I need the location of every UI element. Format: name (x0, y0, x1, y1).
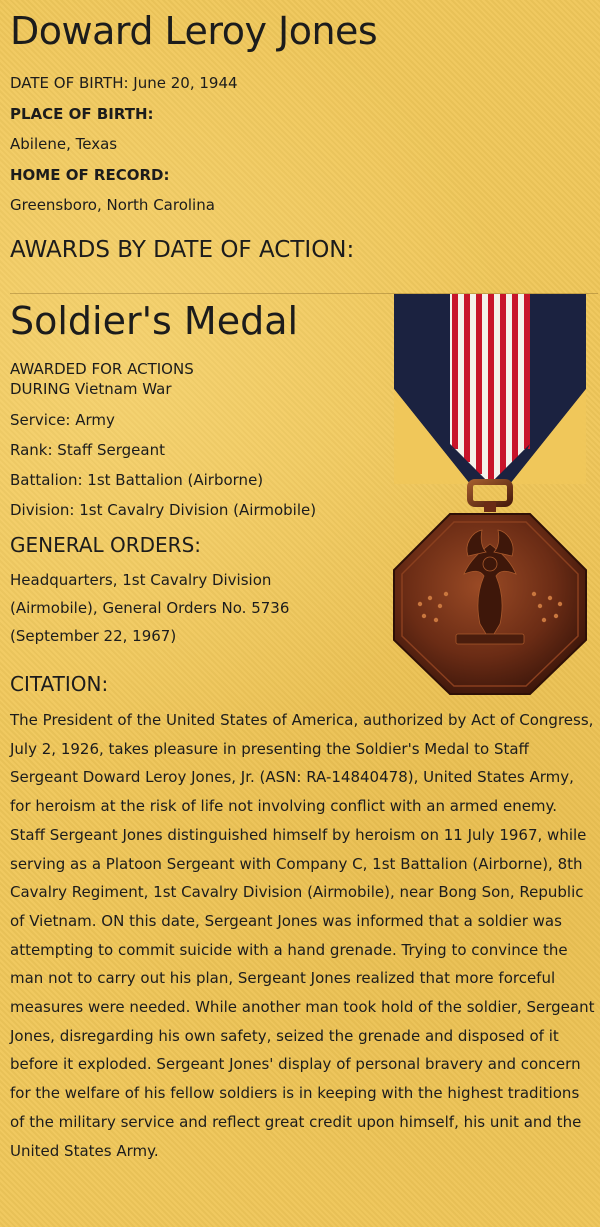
general-orders-line-2: (Airmobile), General Orders No. 5736 (10, 599, 290, 617)
citation-text: The President of the United States of America, authorized by Act of Congress, July 2, 1926, takes pleasure in presenting the Soldier's Medal to Staff Sergeant Doward Leroy Jones, Jr. (ASN: RA-14840478), United States Army, for heroism at the risk of life not involving conflict with an armed enemy. Staff Sergeant Jones distinguished himself by heroism on 11 July 1967, while serving as a Platoon Sergeant with Company C, 1st Battalion (Airborne), 8th Cavalry Regiment, 1st Cavalry Division (Airmobile), near Bong Son, Republic of Vietnam. ON this date, Sergeant Jones was informed that a soldier was attempting to commit suicide with a hand grenade. Trying to convince the man not to carry out his plan, Sergeant Jones realized that more forceful measures were needed. While another man took hold of the soldier, Sergeant Jones, disregarding his own safety, seized the grenade and disposed of it before it exploded. Sergeant Jones' display of personal bravery and concern for the welfare of his fellow soldiers is in keeping with the highest traditions of the military service and reflect great credit upon himself, his unit and the United States Army. (10, 711, 595, 1160)
general-orders-line-1: Headquarters, 1st Cavalry Division (10, 571, 272, 589)
home-of-record-label: HOME OF RECORD: (10, 166, 170, 184)
home-of-record-value: Greensboro, North Carolina (10, 196, 215, 214)
award-title: Soldier's Medal (10, 299, 299, 343)
award-battalion: Battalion: 1st Battalion (Airborne) (10, 471, 264, 489)
award-rank: Rank: Staff Sergeant (10, 441, 165, 459)
awarded-for-line-2: DURING Vietnam War (10, 380, 172, 398)
place-of-birth-value: Abilene, Texas (10, 135, 118, 153)
award-division: Division: 1st Cavalry Division (Airmobile) (10, 501, 317, 519)
general-orders-heading: GENERAL ORDERS: (10, 533, 202, 557)
citation-heading: CITATION: (10, 672, 109, 696)
award-service: Service: Army (10, 411, 115, 429)
place-of-birth-label: PLACE OF BIRTH: (10, 105, 154, 123)
soldiers-medal-icon (390, 294, 590, 696)
date-of-birth: DATE OF BIRTH: June 20, 1944 (10, 74, 238, 92)
awards-heading: AWARDS BY DATE OF ACTION: (10, 237, 355, 263)
awarded-for-line-1: AWARDED FOR ACTIONS (10, 360, 194, 378)
person-name: Doward Leroy Jones (10, 9, 378, 53)
general-orders-line-3: (September 22, 1967) (10, 627, 177, 645)
